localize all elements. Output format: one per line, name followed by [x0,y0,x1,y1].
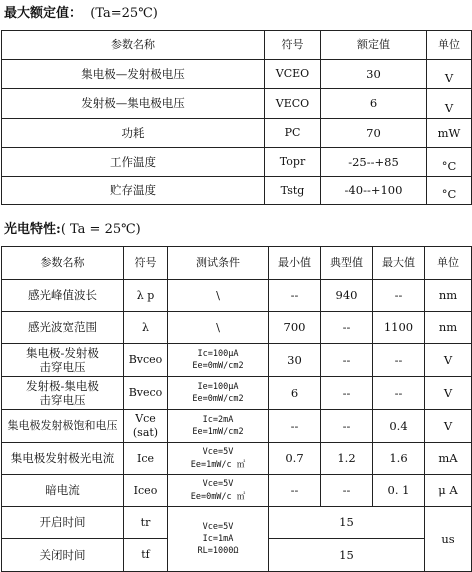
param-name: 集电极—发射极电压 [2,60,265,89]
param-symbol: Iceo [124,475,168,507]
param-name: 暗电流 [2,475,124,507]
param-unit: nm [425,312,472,344]
param-name: 发射极-集电极 击穿电压 [2,377,124,410]
param-symbol: Bveco [124,377,168,410]
turn-off-time-value: 15 [269,539,425,572]
header-cell: 典型值 [321,247,373,280]
header-cell: 单位 [425,247,472,280]
param-symbol: Topr [265,148,321,177]
header-cell: 单位 [427,31,472,60]
header-cell: 测试条件 [168,247,269,280]
header-cell: 额定值 [321,31,427,60]
param-symbol: Tstg [265,177,321,205]
param-symbol: VCEO [265,60,321,89]
param-unit: mW [427,119,472,148]
header-cell: 符号 [265,31,321,60]
typ-value: 940 [321,280,373,312]
typ-value: -- [321,410,373,443]
test-condition: \ [168,280,269,312]
param-symbol: tf [124,539,168,572]
table-row [2,344,472,377]
param-unit: °C [427,148,472,177]
header-cell: 符号 [124,247,168,280]
min-value: 6 [269,377,321,410]
min-value: -- [269,280,321,312]
test-condition: Ic=2mA Ee=1mW/cm2 [168,410,269,443]
param-name: 集电极-发射极 击穿电压 [2,344,124,377]
typ-value: -- [321,377,373,410]
header-cell: 最小值 [269,247,321,280]
test-condition: Ie=100μA Ee=0mW/cm2 [168,377,269,410]
typ-value: -- [321,312,373,344]
param-symbol: VECO [265,89,321,119]
table-header-row [2,247,472,280]
table-row [2,119,472,148]
param-symbol: Vce (sat) [124,410,168,443]
table-row [2,280,472,312]
param-name: 贮存温度 [2,177,265,205]
param-symbol: Ice [124,443,168,475]
param-value: 70 [321,119,427,148]
param-symbol: Bvceo [124,344,168,377]
param-unit: mA [425,443,472,475]
max-value: 1100 [373,312,425,344]
optical-table [1,246,472,572]
header-cell: 参数名称 [2,247,124,280]
param-unit: V [427,60,472,89]
param-name: 工作温度 [2,148,265,177]
min-value: 0.7 [269,443,321,475]
max-value: -- [373,377,425,410]
table-row [2,60,472,89]
max-ratings-table [1,30,472,205]
turn-on-time-value: 15 [269,507,425,539]
table-row [2,377,472,410]
max-value: 0.4 [373,410,425,443]
max-value: 1.6 [373,443,425,475]
table-header-row [2,31,472,60]
param-unit: V [425,344,472,377]
test-condition: \ [168,312,269,344]
table-row [2,177,472,205]
param-value: -40--+100 [321,177,427,205]
typ-value: 1.2 [321,443,373,475]
switch-test-condition: Vce=5V Ic=1mA RL=1000Ω [168,507,269,572]
param-unit: V [425,377,472,410]
param-name: 发射极—集电极电压 [2,89,265,119]
table-row [2,507,472,539]
min-value: -- [269,475,321,507]
max-ratings-title: 最大额定值： (Ta=25℃) [4,6,158,21]
param-name: 集电极发射极光电流 [2,443,124,475]
param-name: 感光峰值波长 [2,280,124,312]
param-name: 开启时间 [2,507,124,539]
param-symbol: λ [124,312,168,344]
param-name: 功耗 [2,119,265,148]
table-row [2,148,472,177]
table-row [2,475,472,507]
param-name: 关闭时间 [2,539,124,572]
typ-value: -- [321,344,373,377]
min-value: -- [269,410,321,443]
min-value: 30 [269,344,321,377]
optical-title: 光电特性:( Ta = 25℃) [4,222,141,237]
switch-unit: us [425,507,472,572]
max-value: 0. 1 [373,475,425,507]
test-condition: Vce=5V Ee=1mW/c ㎡ [168,443,269,475]
param-symbol: tr [124,507,168,539]
test-condition: Vce=5V Ee=0mW/c ㎡ [168,475,269,507]
test-condition: Ic=100μA Ee=0mW/cm2 [168,344,269,377]
param-symbol: PC [265,119,321,148]
max-value: -- [373,344,425,377]
min-value: 700 [269,312,321,344]
param-value: 6 [321,89,427,119]
param-value: 30 [321,60,427,89]
param-unit: μ A [425,475,472,507]
table-row [2,410,472,443]
header-cell: 参数名称 [2,31,265,60]
param-name: 集电极发射极饱和电压 [2,410,124,443]
table-row [2,89,472,119]
header-cell: 最大值 [373,247,425,280]
param-unit: °C [427,177,472,205]
table-row [2,312,472,344]
max-value: -- [373,280,425,312]
param-unit: nm [425,280,472,312]
param-value: -25--+85 [321,148,427,177]
param-name: 感光波宽范围 [2,312,124,344]
param-unit: V [425,410,472,443]
param-symbol: λ p [124,280,168,312]
table-row [2,443,472,475]
param-unit: V [427,89,472,119]
typ-value: -- [321,475,373,507]
